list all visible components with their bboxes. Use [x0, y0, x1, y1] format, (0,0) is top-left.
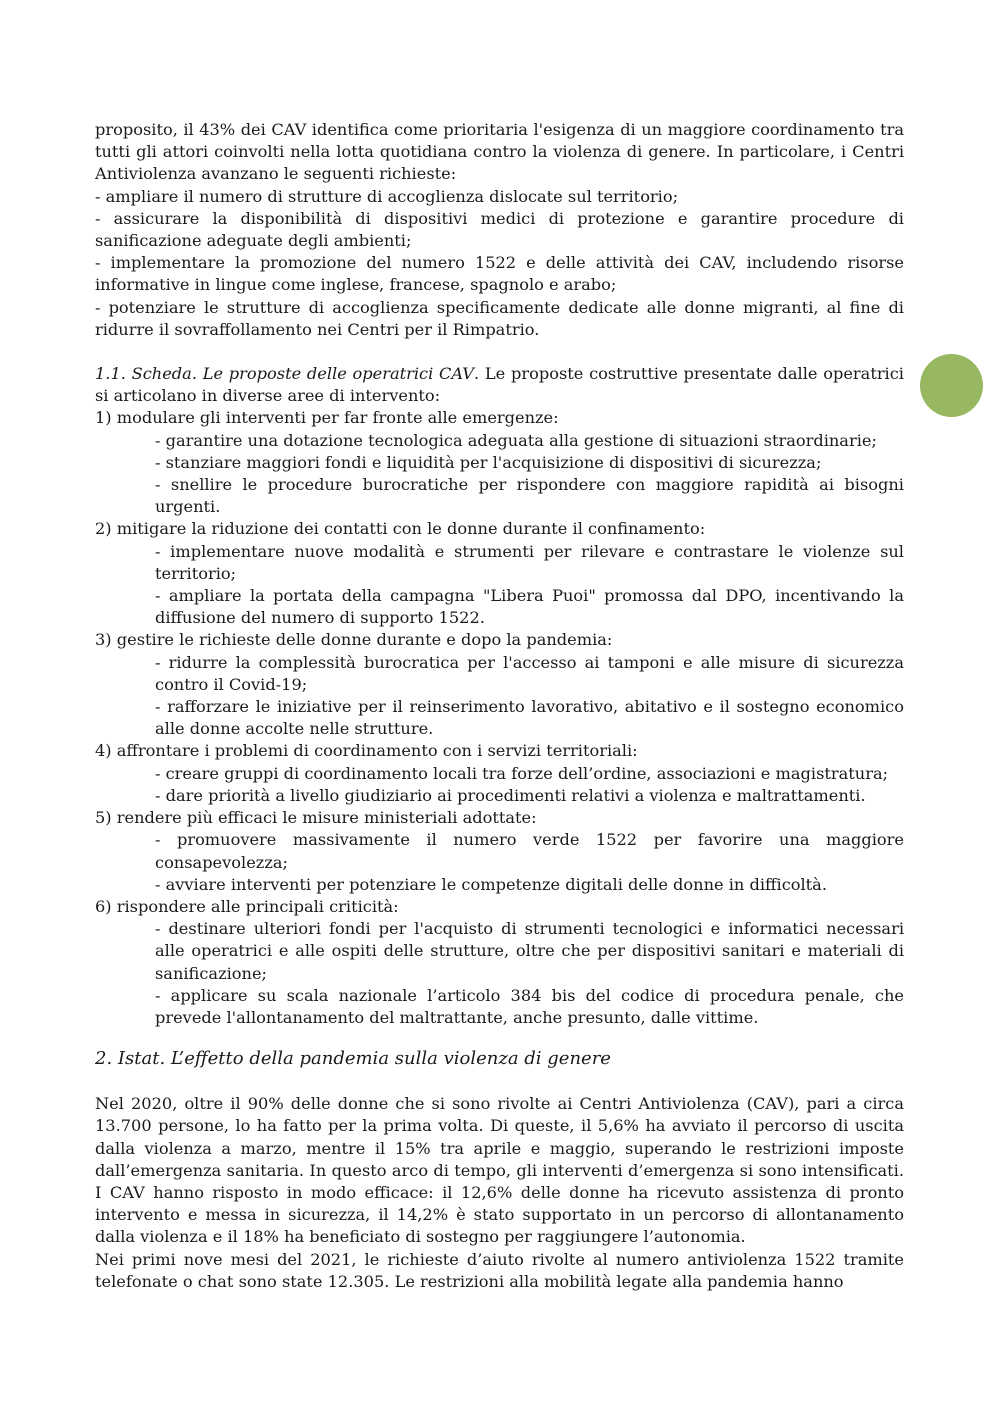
area-item: - creare gruppi di coordinamento locali tra forze dell’ordine, associazioni e magistratura;: [155, 763, 889, 783]
area-item: - avviare interventi per potenziare le competenze digitali delle donne in difficoltà.: [155, 874, 827, 894]
area-item: - rafforzare le iniziative per il reinserimento lavorativo, abitativo e il sostegno economico alle donne accolte nelle strutture.: [155, 697, 904, 739]
section-paragraph: Nel 2020, oltre il 90% delle donne che si sono rivolte ai Centri Antiviolenza (CAV), pari a circa 13.700 persone, lo ha fatto per la prima volta. Di queste, il 5,6% ha avviato il percorso di uscita dalla violenza a marzo, mentre il 15% tra aprile e maggio, superando le restrizioni imposte dall’emergenza sanitaria. In questo arco di tempo, gli interventi d’emergenza si sono intensificati. I CAV hanno risposto in modo efficace: il 12,6% delle donne ha ricevuto assistenza di pronto intervento e messa in sicurezza, il 14,2% è stato supportato in un percorso di allontanamento dalla violenza e il 18% ha beneficiato di sostegno per raggiungere l’autonomia.: [95, 1094, 904, 1247]
area-item: - snellire le procedure burocratiche per rispondere con maggiore rapidità ai bisogni urgenti.: [155, 475, 904, 517]
request-item: - ampliare il numero di strutture di accoglienza dislocate sul territorio;: [95, 186, 679, 206]
area-item: - stanziare maggiori fondi e liquidità per l'acquisizione di dispositivi di sicurezza;: [155, 452, 822, 472]
area-item: - applicare su scala nazionale l’articolo 384 bis del codice di procedura penale, che prevede l'allontanamento del maltrattante, anche presunto, dalle vittime.: [155, 985, 904, 1027]
area-item: - ampliare la portata della campagna "Libera Puoi" promossa dal DPO, incentivando la diffusione del numero di supporto 1522.: [155, 586, 904, 628]
area-item: - dare priorità a livello giudiziario ai procedimenti relativi a violenza e maltrattamenti.: [155, 785, 866, 805]
scheda-title: 1.1. Scheda. Le proposte delle operatrici CAV: [95, 364, 474, 384]
area-label: 1) modulare gli interventi per far fronte alle emergenze:: [95, 408, 559, 428]
section-paragraph: Nei primi nove mesi del 2021, le richieste d’aiuto rivolte al numero antiviolenza 1522 tramite telefonate o chat sono state 12.305. Le restrizioni alla mobilità legate alla pandemia hanno: [95, 1249, 904, 1291]
intro-paragraph: proposito, il 43% dei CAV identifica come prioritaria l'esigenza di un maggiore coordinamento tra tutti gli attori coinvolti nella lotta quotidiana contro la violenza di genere. In particolare, i Centri Antiviolenza avanzano le seguenti richieste:: [95, 120, 904, 184]
area-item: - ridurre la complessità burocratica per l'accesso ai tamponi e alle misure di sicurezza contro il Covid-19;: [155, 652, 904, 694]
request-item: - implementare la promozione del numero 1522 e delle attività dei CAV, includendo risorse informative in lingue come inglese, francese, spagnolo e arabo;: [95, 253, 904, 295]
document-body: [95, 119, 904, 1293]
scheda-lead: . Le proposte costruttive presentate dalle operatrici si articolano in diverse aree di intervento:: [95, 364, 904, 406]
scheda-intro: [95, 363, 904, 407]
area-item: - garantire una dotazione tecnologica adeguata alla gestione di situazioni straordinarie;: [155, 430, 877, 450]
area-label: 6) rispondere alle principali criticità:: [95, 896, 399, 916]
area-item: - implementare nuove modalità e strumenti per rilevare e contrastare le violenze sul territorio;: [155, 541, 904, 583]
request-item: - assicurare la disponibilità di dispositivi medici di protezione e garantire procedure di sanificazione adeguate degli ambienti;: [95, 208, 904, 251]
decorative-green-circle: [920, 354, 983, 417]
area-label: 4) affrontare i problemi di coordinamento con i servizi territoriali:: [95, 741, 638, 761]
area-label: 5) rendere più efficaci le misure ministeriali adottate:: [95, 808, 537, 828]
area-label: 2) mitigare la riduzione dei contatti con le donne durante il confinamento:: [95, 519, 706, 539]
section-heading: 2. Istat. L’effetto della pandemia sulla violenza di genere: [95, 1048, 611, 1070]
area-item: - promuovere massivamente il numero verde 1522 per favorire una maggiore consapevolezza;: [155, 830, 904, 872]
request-item: - potenziare le strutture di accoglienza specificamente dedicate alle donne migranti, al fine di ridurre il sovraffollamento nei Centri per il Rimpatrio.: [95, 297, 904, 339]
area-label: 3) gestire le richieste delle donne durante e dopo la pandemia:: [95, 630, 613, 650]
area-item: - destinare ulteriori fondi per l'acquisto di strumenti tecnologici e informatici necessari alle operatrici e alle ospiti delle strutture, oltre che per dispositivi sanitari e materiali di sanificazione;: [155, 919, 904, 983]
